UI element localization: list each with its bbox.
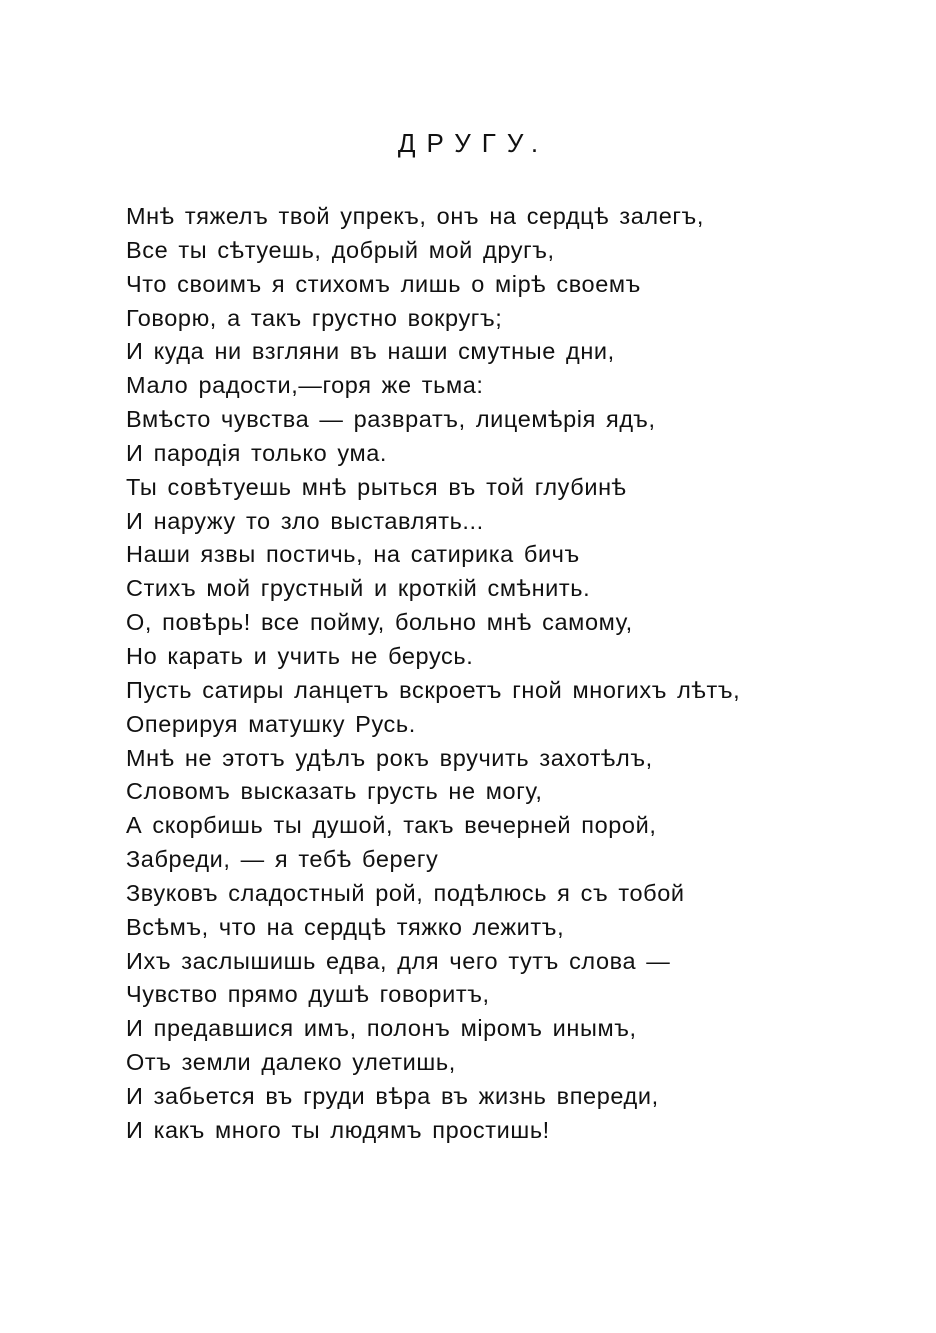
poem-line: Наши язвы постичь, на сатирика бичъ: [126, 541, 580, 568]
poem-line: И предавшися имъ, полонъ міромъ инымъ,: [126, 1015, 637, 1042]
poem-line: Все ты сѣтуешь, добрый мой другъ,: [126, 236, 555, 263]
poem-line: Пусть сатиры ланцетъ вскроетъ гной многихъ лѣтъ,: [126, 676, 741, 703]
poem-line: Что своимъ я стихомъ лишь о мірѣ своемъ: [126, 270, 641, 297]
poem-line: И наружу то зло выставлять...: [126, 507, 484, 534]
poem-line: Звуковъ сладостный рой, подѣлюсь я съ тобой: [126, 879, 685, 906]
poem-line: Ихъ заслышишь едва, для чего тутъ слова —: [126, 947, 671, 974]
poem-line: Мнѣ тяжелъ твой упрекъ, онъ на сердцѣ залегъ,: [126, 203, 704, 229]
poem-line: Мнѣ не этотъ удѣлъ рокъ вручить захотѣлъ,: [126, 744, 653, 771]
poem-line: Но карать и учить не берусь.: [126, 642, 474, 669]
poem-line: Отъ земли далеко улетишь,: [126, 1049, 456, 1076]
poem-line: Чувство прямо душѣ говоритъ,: [126, 981, 490, 1008]
poem-line: Всѣмъ, что на сердцѣ тяжко лежитъ,: [126, 913, 565, 940]
poem-line: Словомъ высказать грусть не могу,: [126, 778, 543, 805]
poem-line: И пародія только ума.: [126, 439, 388, 466]
poem-line: Забреди, — я тебѣ берегу: [126, 846, 439, 873]
poem-title: ДРУГУ.: [397, 128, 550, 158]
poem-line: И куда ни взгляни въ наши смутные дни,: [126, 338, 615, 365]
poem-line: Ты совѣтуешь мнѣ рыться въ той глубинѣ: [126, 473, 627, 500]
poem-line: И какъ много ты людямъ простишь!: [126, 1116, 550, 1143]
poem-line: Вмѣсто чувства — развратъ, лицемѣрія ядъ,: [126, 406, 656, 433]
poem-line: О, повѣрь! все пойму, больно мнѣ самому,: [126, 609, 633, 636]
poem-line: Говорю, а такъ грустно вокругъ;: [126, 304, 503, 331]
poem-line: Оперируя матушку Русь.: [126, 710, 416, 737]
poem-line: И забьется въ груди вѣра въ жизнь впереди,: [126, 1082, 659, 1109]
poem-line: Мало радости,—горя же тьма:: [126, 372, 484, 399]
poem-body: [126, 200, 886, 1148]
poem-line: Стихъ мой грустный и кроткій смѣнить.: [126, 575, 591, 602]
poem-line: А скорбишь ты душой, такъ вечерней порой,: [126, 812, 657, 839]
